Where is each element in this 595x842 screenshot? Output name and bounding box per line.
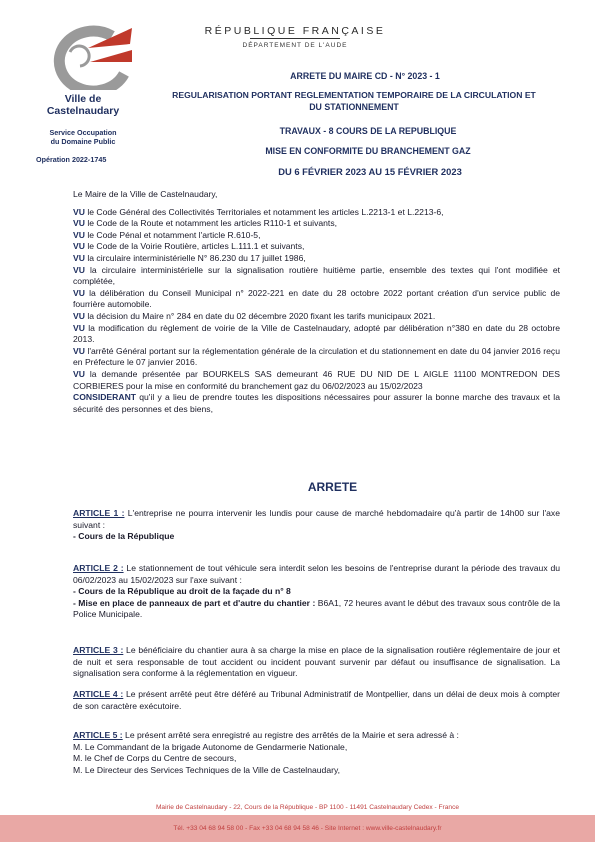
city-name: Ville de Castelnaudary bbox=[46, 93, 120, 117]
article-2-item: - Cours de la République au droit de la façade du n° 8 bbox=[73, 586, 291, 597]
consideration-item: VU le Code Général des Collectivités Territoriales et notamment les articles L.2213-1 et L.2213-6, bbox=[73, 206, 444, 217]
republique-header: RÉPUBLIQUE FRANÇAISE bbox=[204, 25, 386, 37]
date-range: DU 6 FÉVRIER 2023 AU 15 FÉVRIER 2023 bbox=[278, 166, 462, 177]
consideration-item: VU la délibération du Conseil Municipal n° 2022-221 en date du 28 octobre 2022 portant création d'un service public de fourrière automobile. bbox=[73, 287, 560, 310]
consideration-item: VU le Code de la Route et notamment les articles R110-1 et suivants, bbox=[73, 218, 338, 229]
recipient: M. Le Directeur des Services Techniques de la Ville de Castelnaudary, bbox=[73, 764, 341, 775]
article-1-item: - Cours de la République bbox=[73, 531, 175, 542]
arrete-number: ARRETE DU MAIRE CD - N° 2023 - 1 bbox=[290, 71, 440, 81]
article-3: ARTICLE 3 : Le bénéficiaire du chantier aura à sa charge la mise en place de la signalisation routière réglementaire de jour et de nuit et sera responsable de tout accident ou incident pouvant survenir par défaut ou insuffisance de signalisation. La signalisation sera conforme à la réglementation en vigueur. bbox=[73, 645, 560, 679]
works-line: TRAVAUX - 8 COURS DE LA REPUBLIQUE bbox=[279, 126, 457, 136]
considerations-block bbox=[73, 189, 560, 415]
consideration-item: VU le Code de la Voirie Routière, articles L.111.1 et suivants, bbox=[73, 241, 305, 252]
consideration-item: CONSIDERANT qu'il y a lieu de prendre toutes les dispositions nécessaires pour assurer la bonne marche des travaux et la sécurité des personnes et des biens, bbox=[73, 392, 560, 414]
intro-text: Le Maire de la Ville de Castelnaudary, bbox=[73, 189, 218, 199]
article-1: ARTICLE 1 : L'entreprise ne pourra intervenir les lundis pour cause de marché hebdomadaire qu'à partir de 14h00 sur l'axe suivant : - Cours de la République bbox=[73, 508, 561, 542]
arrete-heading: ARRETE bbox=[307, 480, 358, 494]
article-4: ARTICLE 4 : Le présent arrêté peut être déféré au Tribunal Administratif de Montpellier, dans un délai de deux mois à compter de son caractère exécutoire. bbox=[73, 689, 560, 711]
recipient: M. Le Commandant de la brigade Autonome de Gendarmerie Nationale, bbox=[73, 741, 348, 752]
consideration-item: VU l'arrêté Général portant sur la réglementation générale de la circulation et du stationnement en date du 04 janvier 2016 reçu en Préfecture le 07 janvier 2016. bbox=[73, 345, 560, 368]
consideration-item: VU la circulaire interministérielle sur la signalisation routière huitième partie, ensemble des textes qui l'ont modifiée et complétée, bbox=[73, 264, 560, 287]
consideration-item: VU la modification du règlement de voirie de la Ville de Castelnaudary, adopté par délibération n°380 en date du 28 octobre 2013. bbox=[73, 322, 560, 345]
article-5: ARTICLE 5 : Le présent arrêté sera enregistré au registre des arrêtés de la Mairie et sera adressé à : M. Le Commandant de la brigade Autonome de Gendarmerie Nationale, M. le Chef de Corps du Centre de secours, M. Le Directeur des Services Techniques de la Ville de Castelnaudary, bbox=[73, 730, 560, 776]
consideration-item: VU la circulaire interministérielle N° 86.230 du 17 juillet 1986, bbox=[73, 252, 306, 263]
footer-contact: Tél. +33 04 68 94 58 00 - Fax +33 04 68 94 58 46 - Site Internet : www.ville-castelnaudary.fr bbox=[173, 825, 442, 832]
operation-number: Opération 2022-1745 bbox=[36, 155, 107, 164]
consideration-item: VU la demande présentée par BOURKELS SAS demeurant 46 RUE DU NID DE L AIGLE 11100 MONTREDON DES CORBIERES pour la mise en conformité du branchement gaz du 06/02/2023 au 15/02/2023 bbox=[73, 368, 560, 391]
object-line: MISE EN CONFORMITE DU BRANCHEMENT GAZ bbox=[265, 146, 471, 156]
title-line-2: REGULARISATION PORTANT REGLEMENTATION TEMPORAIRE DE LA CIRCULATION ET bbox=[172, 90, 536, 100]
footer-address: Mairie de Castelnaudary - 22, Cours de la République - BP 1100 - 11491 Castelnaudary Cedex - France bbox=[155, 804, 460, 811]
consideration-item: VU la décision du Maire n° 284 en date du 02 décembre 2020 fixant les tarifs municipaux 2021. bbox=[73, 310, 436, 321]
article-2: ARTICLE 2 : Le stationnement de tout véhicule sera interdit selon les besoins de l'entreprise durant la période des travaux du 06/02/2023 au 15/02/2023 sur l'axe suivant : - Cours de la République au droit de la façade du n° 8 - Mise en place de panneaux de part et d'autre du chantier : B6A1, 72 heures avant le début des travaux sous contrôle de la Police Municipale. bbox=[73, 563, 561, 620]
consideration-item: VU le Code Pénal et notamment l'article R.610-5, bbox=[73, 229, 261, 240]
service-label: Service Occupation du Domaine Public bbox=[49, 128, 117, 146]
title-line-3: DU STATIONNEMENT bbox=[309, 102, 399, 112]
city-logo bbox=[42, 22, 134, 90]
header-divider bbox=[250, 38, 340, 39]
departement-header: DÉPARTEMENT DE L'AUDE bbox=[242, 42, 348, 49]
article-2-item: - Mise en place de panneaux de part et d'autre du chantier : B6A1, 72 heures avant le début des travaux sous contrôle de la Police Municipale. bbox=[73, 597, 560, 620]
recipient: M. le Chef de Corps du Centre de secours, bbox=[73, 753, 237, 764]
